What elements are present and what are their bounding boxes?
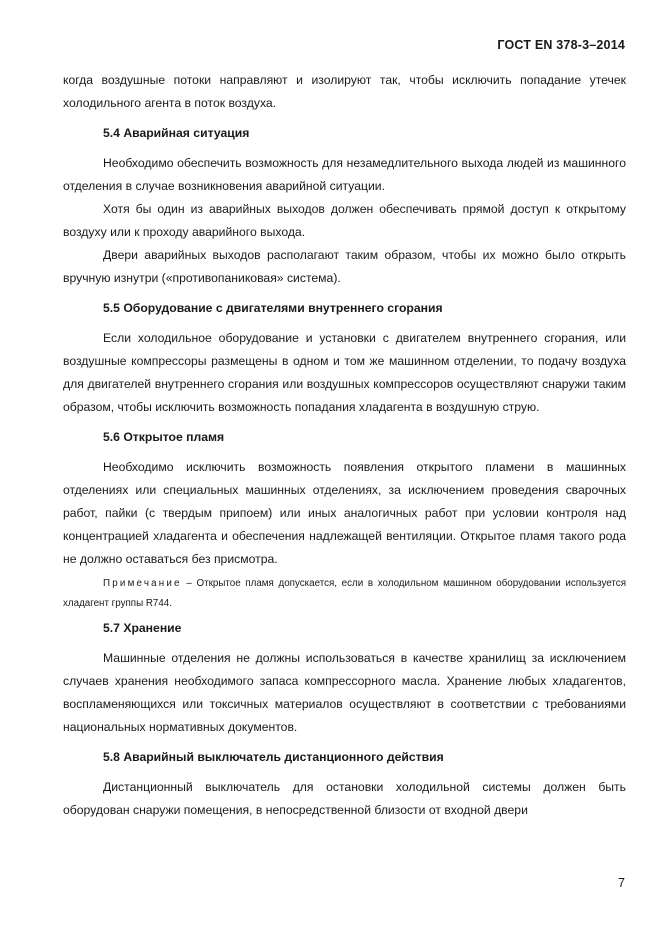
page-body (63, 69, 626, 822)
section-5-8-heading: 5.8 Аварийный выключатель дистанционного действия (103, 750, 444, 764)
document-code: ГОСТ EN 378-3–2014 (497, 38, 625, 52)
section-5-8-paragraph-1: Дистанционный выключатель для остановки холодильной системы должен быть оборудован снаружи помещения, в непосредственной близости от входной двери (63, 780, 626, 817)
section-5-7-paragraph-1: Машинные отделения не должны использоваться в качестве хранилищ за исключением случаев хранения необходимого запаса компрессорного масла. Хранение любых хладагентов, воспламеняющихся или токсичных материалов осуществляют в соответствии с требованиями национальных нормативных документов. (63, 651, 626, 734)
section-5-4-paragraph-3: Двери аварийных выходов располагают таким образом, чтобы их можно было открыть вручную изнутри («противопаниковая» система). (63, 248, 626, 285)
section-5-7-heading: 5.7 Хранение (103, 621, 182, 635)
note-text: – Открытое пламя допускается, если в холодильном машинном оборудовании используется хладагент группы R744. (63, 578, 626, 609)
section-5-4-paragraph-2: Хотя бы один из аварийных выходов должен обеспечивать прямой доступ к открытому воздуху или к проходу аварийного выхода. (63, 202, 626, 239)
section-5-4-paragraph-1: Необходимо обеспечить возможность для незамедлительного выхода людей из машинного отделения в случае возникновения аварийной ситуации. (63, 156, 626, 193)
section-5-6-note (63, 574, 626, 614)
page-number: 7 (618, 876, 625, 890)
section-5-5-paragraph-1: Если холодильное оборудование и установки с двигателем внутреннего сгорания, или воздушные компрессоры размещены в одном и том же машинном отделении, то подачу воздуха для двигателей внутреннего сгорания или воздушных компрессоров осуществляют снаружи таким образом, чтобы исключить возможность попадания хладагента в воздушную струю. (63, 331, 626, 414)
section-5-6-paragraph-1: Необходимо исключить возможность появления открытого пламени в машинных отделениях или специальных машинных отделениях, за исключением проведения сварочных работ, пайки (с твердым припоем) или иных аналогичных работ при условии контроля над концентрацией хладагента и обеспечения надлежащей вентиляции. Открытое пламя такого рода не должно оставаться без присмотра. (63, 460, 626, 566)
intro-continuation-paragraph: когда воздушные потоки направляют и изолируют так, чтобы исключить попадание утечек холодильного агента в поток воздуха. (63, 73, 626, 110)
section-5-5-heading: 5.5 Оборудование с двигателями внутреннего сгорания (103, 301, 443, 315)
section-5-6-heading: 5.6 Открытое пламя (103, 430, 225, 444)
section-5-4-heading: 5.4 Аварийная ситуация (103, 126, 250, 140)
note-label: Примечание (103, 578, 182, 589)
